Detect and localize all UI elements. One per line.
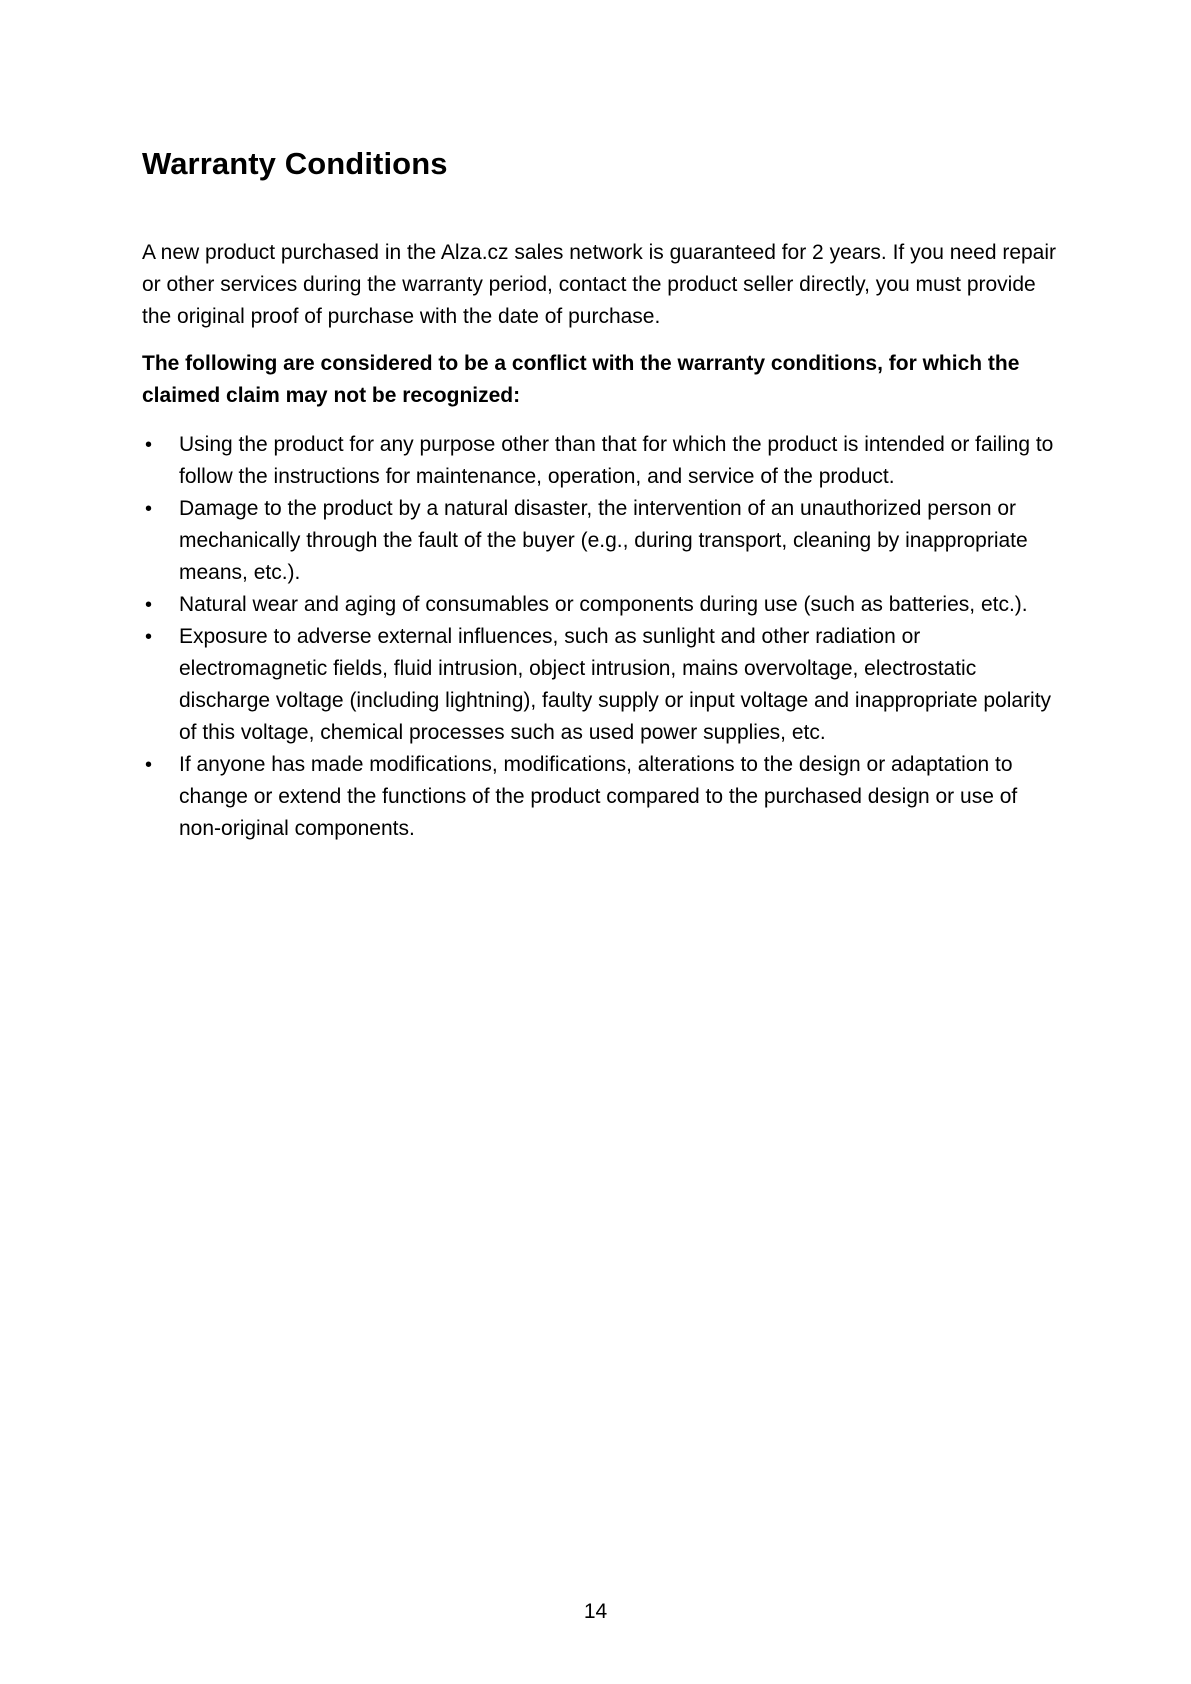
intro-paragraph: A new product purchased in the Alza.cz sales network is guaranteed for 2 years. If you need repair or other services during the warranty period, contact the product seller directly, you must provide the original proof of purchase with the date of purchase. (142, 241, 1057, 328)
list-item-text: If anyone has made modifications, modifications, alterations to the design or adaptation to change or extend the functions of the product compared to the purchased design or use of non-original components. (179, 753, 1018, 840)
list-item-text: Damage to the product by a natural disaster, the intervention of an unauthorized person or mechanically through the fault of the buyer (e.g., during transport, cleaning by inappropriate means, etc.). (179, 497, 1028, 584)
list-item (142, 749, 1062, 845)
list-item (142, 429, 1062, 493)
page-title: Warranty Conditions (142, 146, 448, 181)
list-item (142, 493, 1062, 589)
bullet-icon: • (145, 594, 153, 616)
conflict-heading: The following are considered to be a conflict with the warranty conditions, for which the claimed claim may not be recognized: (142, 352, 1020, 407)
bullet-icon: • (145, 754, 153, 776)
page-number: 14 (583, 1600, 608, 1623)
bullet-icon: • (145, 434, 153, 456)
list-item-text: Natural wear and aging of consumables or components during use (such as batteries, etc.). (179, 593, 1028, 616)
warranty-conditions-list (142, 429, 1062, 845)
list-item (142, 621, 1062, 749)
list-item-text: Using the product for any purpose other than that for which the product is intended or failing to follow the instructions for maintenance, operation, and service of the product. (179, 433, 1054, 488)
list-item (142, 589, 1062, 621)
list-item-text: Exposure to adverse external influences, such as sunlight and other radiation or electromagnetic fields, fluid intrusion, object intrusion, mains overvoltage, electrostatic discharge voltage (including lightning), faulty supply or input voltage and inappropriate polarity of this voltage, chemical processes such as used power supplies, etc. (179, 625, 1052, 744)
bullet-icon: • (145, 626, 153, 648)
bullet-icon: • (145, 498, 153, 520)
